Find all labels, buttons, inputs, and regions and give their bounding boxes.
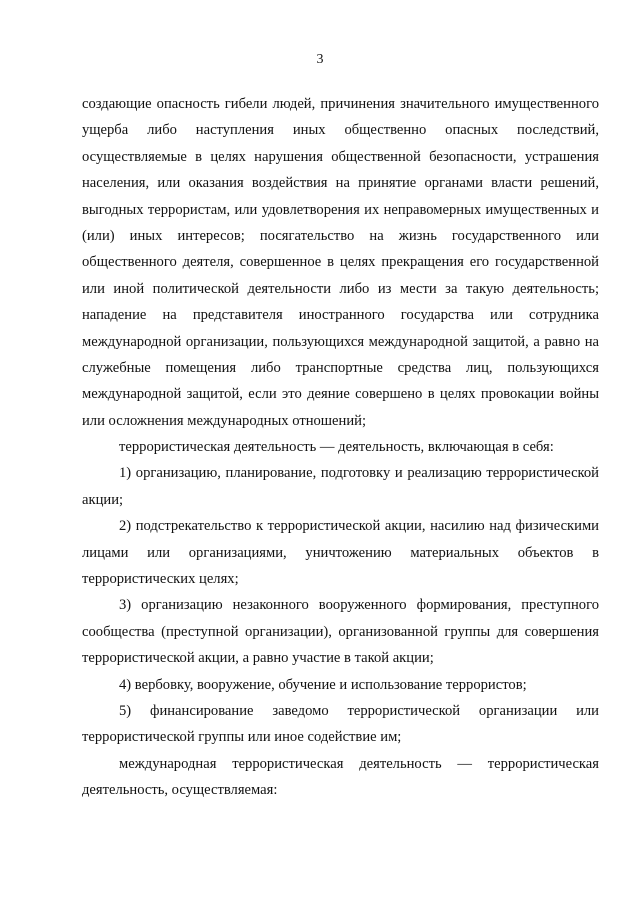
text-line: нападение на представителя иностранного государства или сотрудника: [82, 307, 599, 324]
text-line: или иной политической деятельности либо из мести за такую деятельность;: [82, 280, 599, 297]
text-line: создающие опасность гибели людей, причинения значительного имущественного: [82, 96, 599, 112]
text-line: 5) финансирование заведомо террористической организации или: [119, 702, 599, 719]
text-line: служебные помещения либо транспортные средства лиц, пользующихся: [82, 359, 599, 376]
text-line: 2) подстрекательство к террористической акции, насилию над физическими: [119, 518, 599, 535]
text-line: населения, или оказания воздействия на принятие органами власти решений,: [82, 175, 599, 192]
text-line: лицами или организациями, уничтожению материальных объектов в: [82, 544, 599, 561]
text-line: выгодных террористам, или удовлетворения их неправомерных имущественных и: [82, 201, 599, 218]
text-line: международной организации, пользующихся международной защитой, а равно на: [82, 333, 599, 350]
text-line: акции;: [82, 491, 124, 508]
text-line: или осложнения международных отношений;: [82, 412, 367, 429]
text-line: террористических целях;: [82, 571, 239, 588]
text-line: международной защитой, если это деяние совершено в целях провокации войны: [82, 386, 599, 403]
text-line: осуществляемые в целях нарушения общественной безопасности, устрашения: [82, 148, 599, 165]
text-line: террористической группы или иное содействие им;: [82, 729, 402, 746]
text-line: общественного деятеля, совершенное в целях прекращения его государственной: [82, 254, 599, 271]
text-line: террористическая деятельность — деятельность, включающая в себя:: [119, 439, 554, 456]
text-line: ущерба либо наступления иных общественно опасных последствий,: [82, 122, 599, 139]
page-number: 3: [316, 52, 324, 67]
text-line: 4) вербовку, вооружение, обучение и использование террористов;: [119, 676, 527, 693]
document-body: [82, 91, 599, 804]
text-line: международная террористическая деятельность — террористическая: [119, 755, 599, 772]
text-line: 3) организацию незаконного вооруженного формирования, преступного: [119, 597, 599, 614]
text-line: (или) иных интересов; посягательство на жизнь государственного или: [82, 227, 599, 244]
text-line: 1) организацию, планирование, подготовку и реализацию террористической: [119, 465, 599, 482]
text-line: деятельность, осуществляемая:: [82, 782, 278, 799]
text-line: террористической акции, а равно участие в такой акции;: [82, 650, 434, 667]
text-line: сообщества (преступной организации), организованной группы для совершения: [82, 623, 599, 640]
